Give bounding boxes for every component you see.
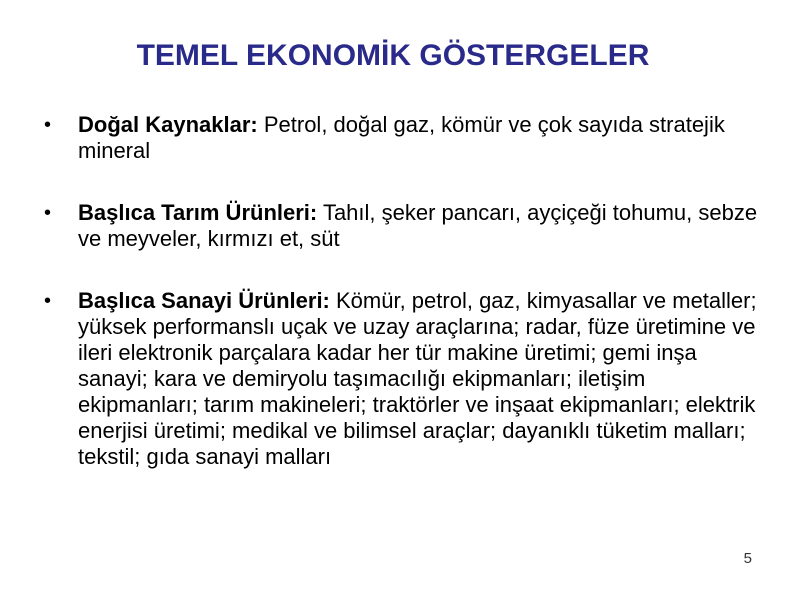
bullet-icon: •	[44, 290, 52, 312]
bullet-item-natural-resources	[42, 112, 767, 164]
bullet-list	[42, 112, 767, 506]
bullet-label: Başlıca Tarım Ürünleri:	[78, 200, 318, 225]
bullet-icon: •	[44, 114, 52, 136]
bullet-item-agricultural-products	[42, 200, 767, 252]
page-number: 5	[743, 550, 752, 567]
slide-title: TEMEL EKONOMİK GÖSTERGELER	[136, 39, 650, 72]
bullet-text: Kömür, petrol, gaz, kimyasallar ve metaller; yüksek performanslı uçak ve uzay araçlarına; radar, füze üretimine ve ileri elektronik parçalara kadar her tür makine üretimi; gemi inşa sanayi; kara ve demiryolu taşımacılığı ekipmanları; iletişim ekipmanları; tarım makineleri; traktörler ve inşaat ekipmanları; elektrik enerjisi üretimi; medikal ve bilimsel araçlar; dayanıklı tüketim malları; tekstil; gıda sanayi malları	[78, 288, 757, 469]
bullet-label: Başlıca Sanayi Ürünleri:	[78, 288, 330, 313]
bullet-text: Tahıl, şeker pancarı, ayçiçeği tohumu, sebze ve meyveler, kırmızı et, süt	[78, 200, 758, 251]
bullet-item-industrial-products	[42, 288, 767, 470]
bullet-icon: •	[44, 202, 52, 224]
bullet-label: Doğal Kaynaklar:	[78, 112, 258, 137]
bullet-text: Petrol, doğal gaz, kömür ve çok sayıda stratejik mineral	[78, 112, 725, 163]
